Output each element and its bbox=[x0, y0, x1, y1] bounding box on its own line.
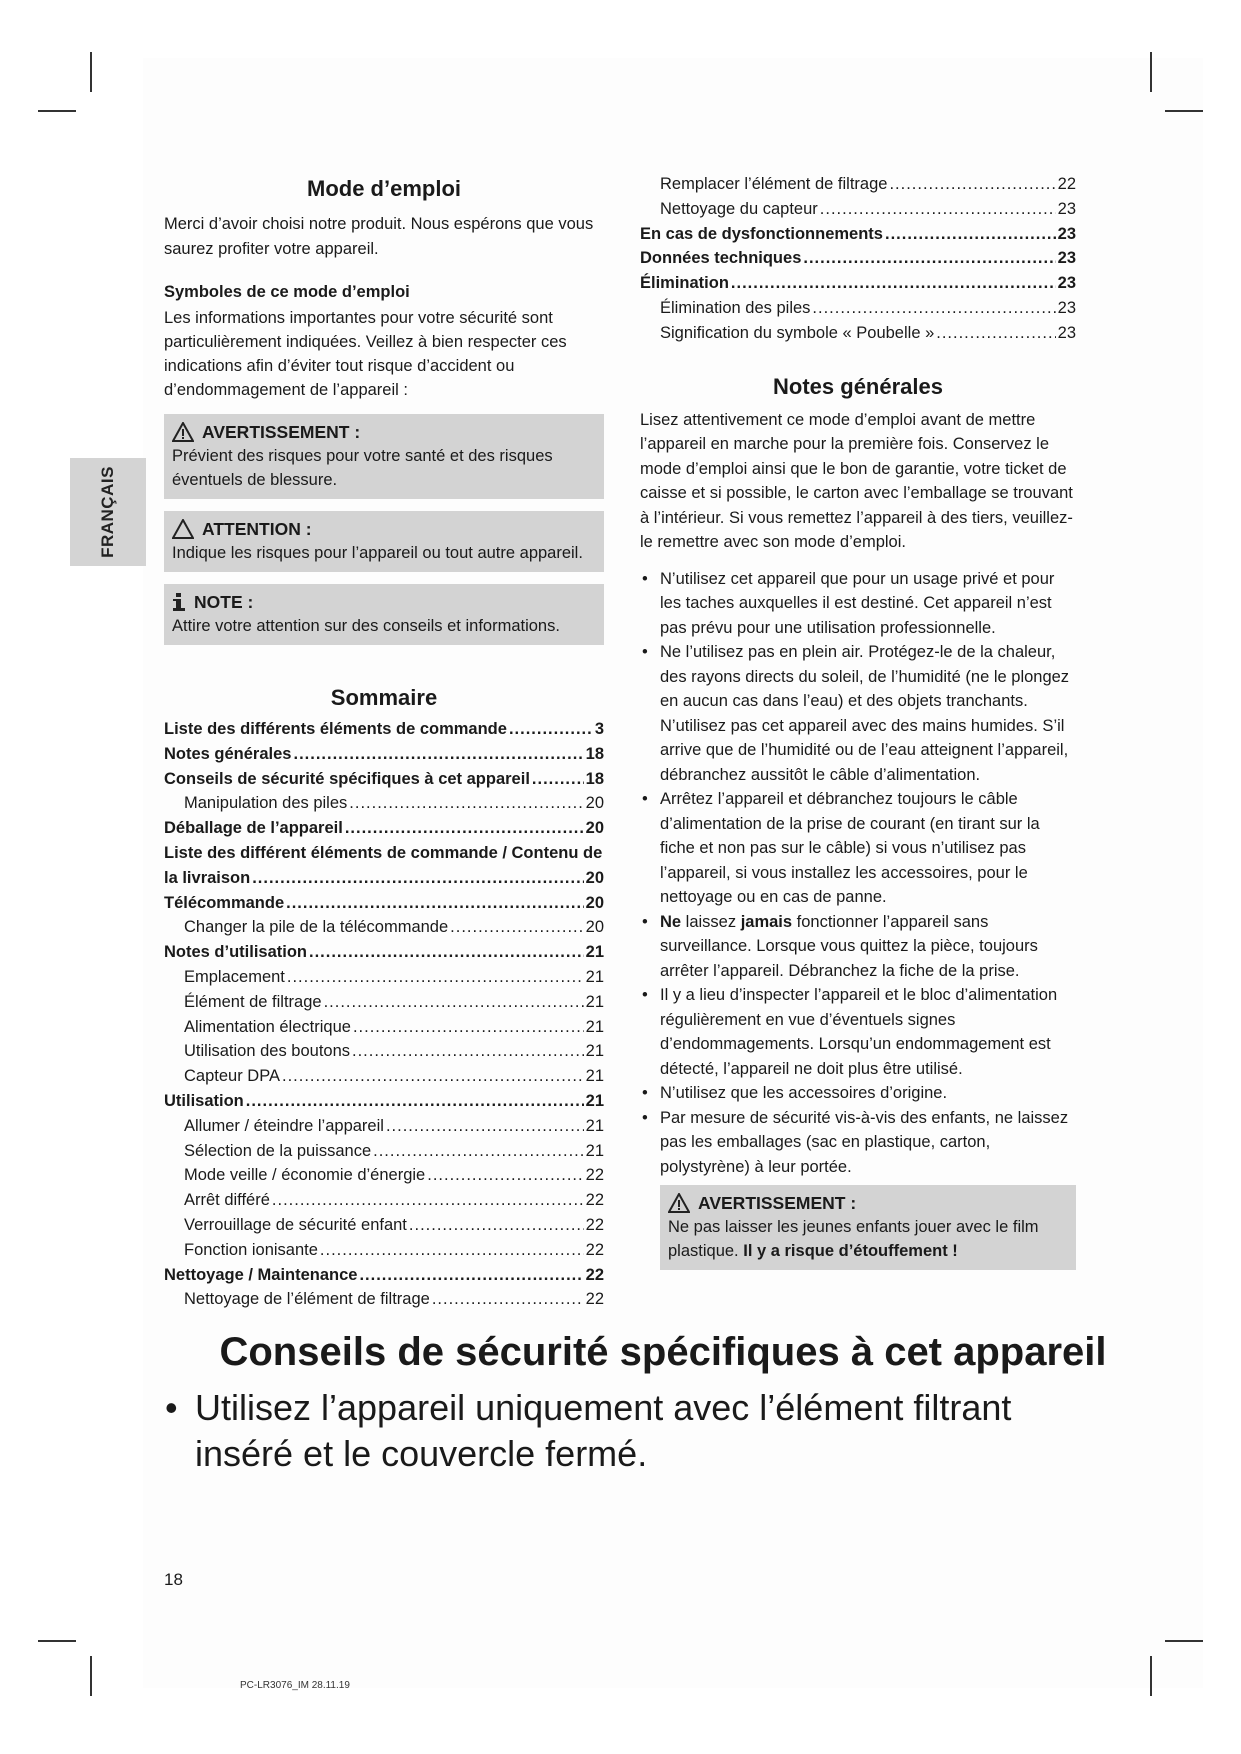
toc-entry-label: Mode veille / économie d’énergie bbox=[184, 1166, 426, 1185]
attention-title: ATTENTION : bbox=[202, 519, 312, 539]
warning-emphasis: Il y a risque d’étouffement ! bbox=[743, 1242, 958, 1261]
crop-mark bbox=[1150, 52, 1152, 92]
toc-entry-label: Nettoyage de l’élément de filtrage bbox=[184, 1290, 430, 1309]
toc-entry-label: Arrêt différé bbox=[184, 1191, 270, 1210]
toc-entry bbox=[164, 940, 604, 965]
toc-leader bbox=[293, 742, 583, 767]
toc-entry bbox=[164, 965, 604, 990]
toc-entry-label: Liste des différents éléments de commande bbox=[164, 720, 507, 738]
intro-text: Merci d’avoir choisi notre produit. Nous espérons que vous saurez profiter votre appareil. bbox=[164, 215, 594, 258]
toc-page-number: 23 bbox=[1057, 323, 1076, 342]
note-title: NOTE : bbox=[194, 592, 254, 612]
toc-page-number: 22 bbox=[585, 1240, 604, 1259]
notes-text: Lisez attentivement ce mode d’emploi avant de mettre l’appareil en marche pour la première fois. Conservez le mode d’emploi ainsi que le bon de garantie, votre ticket de caisse et si possible, le carton avec l’emballage se trouvant à l’intérieur. Si vous remettez l’appareil à des tiers, veuillez-le remettre avec son mode d’emploi. bbox=[640, 410, 1073, 552]
toc-leader bbox=[812, 296, 1055, 321]
toc-page-number: 18 bbox=[585, 769, 604, 788]
crop-mark bbox=[1165, 1640, 1203, 1642]
toc-page-number: 21 bbox=[585, 943, 604, 962]
note-text: Attire votre attention sur des conseils et informations. bbox=[172, 617, 560, 635]
toc-leader bbox=[803, 246, 1055, 271]
bullet-dot: • bbox=[165, 1387, 178, 1428]
toc-page-number: 20 bbox=[585, 819, 604, 838]
toc-page-number: 23 bbox=[1057, 298, 1076, 317]
toc-leader bbox=[889, 172, 1055, 197]
crop-mark bbox=[1150, 1656, 1152, 1696]
list-item: • Il y a lieu d’inspecter l’appareil et le bloc d’alimentation régulièrement en vue d’éventuels signes d’endommagements. Lorsqu’un endommagement est détecté, l’appareil ne doit plus être utilisé. bbox=[640, 983, 1076, 1081]
toc-leader bbox=[359, 1263, 583, 1288]
toc-leader bbox=[324, 990, 584, 1015]
toc-entry bbox=[164, 1015, 604, 1040]
attention-triangle-icon bbox=[172, 519, 194, 539]
toc-page-number: 23 bbox=[1057, 274, 1076, 293]
toc-leader bbox=[272, 1188, 584, 1213]
section-heading: Conseils de sécurité spécifiques à cet appareil bbox=[219, 1330, 1107, 1374]
toc-entry bbox=[640, 197, 1076, 222]
toc-page-number: 20 bbox=[585, 893, 604, 912]
list-item-part: laissez bbox=[681, 912, 741, 931]
toc-entry bbox=[164, 1163, 604, 1188]
list-item: • Ne l’utilisez pas en plein air. Protégez-le de la chaleur, des rayons directs du soleil, de l’humidité (ne le plongez en aucun cas dans l’eau) et des objets tranchants. N’utilisez pas cet appareil avec des mains humides. S’il arrive que de l’humidité ou de l’eau atteignent l’appareil, débranchez aussitôt le câble d’alimentation. bbox=[640, 640, 1076, 787]
toc-leader bbox=[286, 891, 584, 916]
print-code: PC-LR3076_IM 28.11.19 bbox=[240, 1680, 350, 1691]
toc-entry-label: Déballage de l’appareil bbox=[164, 819, 343, 838]
warning-triangle-icon bbox=[668, 1193, 690, 1213]
crop-mark bbox=[38, 1640, 76, 1642]
toc-leader bbox=[352, 1039, 584, 1064]
toc-title: Sommaire bbox=[330, 685, 438, 710]
toc-entry-label: Fonction ionisante bbox=[184, 1240, 318, 1259]
toc-entry bbox=[640, 246, 1076, 271]
toc-entry-label: Changer la pile de la télécommande bbox=[184, 918, 449, 937]
large-bullet bbox=[165, 1385, 1085, 1477]
toc-leader bbox=[885, 222, 1056, 247]
toc-page-number: 22 bbox=[585, 1215, 604, 1234]
toc-entry bbox=[640, 296, 1076, 321]
list-item-part: fonctionner l’appareil sans surveillance. Lorsque vous quittez la pièce, toujours arrêter l’appareil. Débranchez la fiche de la prise. bbox=[660, 912, 1038, 980]
list-item: • Par mesure de sécurité vis-à-vis des enfants, ne laissez pas les emballages (sac en plastique, carton, polystyrène) à leur portée. bbox=[640, 1106, 1076, 1180]
list-item: • Arrêtez l’appareil et débranchez toujours le câble d’alimentation de la prise de courant (en tirant sur la fiche et non pas sur le câble) si vous n’utilisez pas l’appareil, si vous installez les accessoires, pour le nettoyage ou en cas de panne. bbox=[640, 787, 1076, 910]
toc-page-number: 21 bbox=[585, 1091, 604, 1110]
toc-entry bbox=[164, 767, 604, 792]
toc-page-number: 21 bbox=[585, 992, 604, 1011]
toc-leader bbox=[427, 1163, 583, 1188]
toc-page-number: 18 bbox=[585, 744, 604, 763]
toc-entry-label: Conseils de sécurité spécifiques à cet appareil bbox=[164, 769, 530, 788]
list-item: • N’utilisez que les accessoires d’origine. bbox=[640, 1081, 1076, 1106]
toc-leader bbox=[353, 1015, 584, 1040]
emphasis-jamais: jamais bbox=[740, 912, 793, 931]
toc-entry bbox=[164, 990, 604, 1015]
toc-entry-label: Nettoyage / Maintenance bbox=[164, 1265, 358, 1284]
warning-text-wrap bbox=[668, 1215, 1068, 1263]
toc-entry bbox=[164, 1287, 604, 1312]
list-item bbox=[640, 910, 1076, 984]
safety-list bbox=[640, 567, 1076, 1180]
toc-leader bbox=[320, 1238, 584, 1263]
toc-page-number: 21 bbox=[585, 1017, 604, 1036]
toc-leader bbox=[386, 1114, 584, 1139]
page-number: 18 bbox=[164, 1570, 183, 1589]
list-item: • N’utilisez cet appareil que pour un usage privé et pour les taches auxquelles il est destiné. Cet appareil n’est pas prévu pour une utilisation professionnelle. bbox=[640, 567, 1076, 641]
toc-entry bbox=[164, 1064, 604, 1089]
toc-entry bbox=[164, 816, 604, 841]
toc-entry bbox=[164, 742, 604, 767]
symbols-heading: Symboles de ce mode d’emploi bbox=[164, 283, 410, 301]
warning-box bbox=[164, 414, 604, 499]
symbols-text: Les informations importantes pour votre sécurité sont particulièrement indiquées. Veillez à bien respecter ces indications afin d’éviter tout risque d’accident ou d’endommagement de l’appareil : bbox=[164, 309, 567, 399]
toc-entry-label: Nettoyage du capteur bbox=[660, 199, 818, 218]
table-of-contents-continued bbox=[640, 172, 1076, 346]
notes-title: Notes générales bbox=[773, 373, 943, 399]
toc-leader bbox=[936, 321, 1055, 346]
toc-entry-label: Télécommande bbox=[164, 893, 285, 912]
toc-entry-label: Élimination bbox=[640, 274, 729, 293]
toc-page-number: 21 bbox=[585, 967, 604, 986]
toc-page-number: 22 bbox=[1057, 175, 1076, 193]
toc-entry-label: Notes d’utilisation bbox=[164, 943, 308, 962]
toc-leader bbox=[432, 1287, 584, 1312]
attention-text: Indique les risques pour l’appareil ou tout autre appareil. bbox=[172, 544, 583, 562]
crop-mark bbox=[90, 52, 92, 92]
warning-triangle-icon bbox=[172, 422, 194, 442]
toc-entry-label: Signification du symbole « Poubelle » bbox=[660, 323, 935, 342]
toc-leader bbox=[373, 1139, 584, 1164]
toc-entry-label: Capteur DPA bbox=[184, 1067, 280, 1086]
toc-entry bbox=[640, 222, 1076, 247]
toc-leader bbox=[450, 915, 583, 940]
toc-leader bbox=[731, 271, 1056, 296]
left-column bbox=[164, 176, 604, 1312]
toc-leader bbox=[287, 965, 584, 990]
toc-leader bbox=[349, 791, 583, 816]
warning-text: Prévient des risques pour votre santé et des risques éventuels de blessure. bbox=[172, 447, 553, 489]
toc-page-number: 23 bbox=[1057, 249, 1076, 268]
toc-entry-label: Verrouillage de sécurité enfant bbox=[184, 1215, 407, 1234]
toc-entry-label: Élimination des piles bbox=[660, 298, 811, 317]
toc-entry-label: Utilisation des boutons bbox=[184, 1042, 351, 1061]
toc-leader bbox=[345, 816, 584, 841]
crop-mark bbox=[90, 1656, 92, 1696]
toc-entry-label: Allumer / éteindre l’appareil bbox=[184, 1116, 384, 1135]
toc-entry-label: la livraison bbox=[164, 868, 251, 887]
toc-entry-label: Sélection de la puissance bbox=[184, 1141, 372, 1160]
toc-page-number: 23 bbox=[1057, 224, 1076, 243]
toc-entry bbox=[640, 271, 1076, 296]
toc-page-number: 21 bbox=[585, 1116, 604, 1135]
toc-entry bbox=[164, 1114, 604, 1139]
crop-mark bbox=[38, 110, 76, 112]
toc-entry bbox=[640, 172, 1076, 197]
warning-text: Ne pas laisser les jeunes enfants jouer avec le film plastique. bbox=[668, 1218, 1039, 1261]
toc-entry bbox=[164, 866, 604, 891]
toc-page-number: 21 bbox=[585, 1067, 604, 1086]
toc-entry-label: Notes générales bbox=[164, 744, 292, 763]
manual-title: Mode d’emploi bbox=[307, 176, 461, 201]
attention-box bbox=[164, 511, 604, 572]
warning-box-plastic bbox=[660, 1185, 1076, 1270]
table-of-contents bbox=[164, 717, 604, 1312]
toc-page-number: 22 bbox=[585, 1166, 604, 1185]
toc-entry-label: Élément de filtrage bbox=[184, 992, 322, 1011]
large-bullet-text: Utilisez l’appareil uniquement avec l’élément filtrant inséré et le couvercle fermé. bbox=[195, 1387, 1012, 1474]
toc-entry bbox=[164, 717, 604, 742]
toc-page-number: 21 bbox=[585, 1042, 604, 1061]
toc-leader bbox=[532, 767, 584, 792]
toc-page-number: 23 bbox=[1057, 199, 1076, 218]
toc-entry bbox=[164, 891, 604, 916]
warning-title: AVERTISSEMENT : bbox=[698, 1193, 857, 1214]
toc-page-number: 3 bbox=[594, 720, 604, 738]
toc-entry-label: Emplacement bbox=[184, 967, 285, 986]
toc-entry-label: Remplacer l’élément de filtrage bbox=[660, 175, 888, 193]
toc-entry-label: Liste des différent éléments de commande / Contenu de bbox=[164, 843, 603, 862]
toc-leader bbox=[246, 1089, 584, 1114]
language-tab-label: FRANÇAIS bbox=[98, 466, 117, 558]
toc-page-number: 22 bbox=[585, 1290, 604, 1309]
toc-entry-label: Utilisation bbox=[164, 1091, 244, 1110]
toc-page-number: 20 bbox=[585, 794, 604, 813]
toc-entry bbox=[640, 321, 1076, 346]
toc-page-number: 22 bbox=[585, 1191, 604, 1210]
toc-entry bbox=[164, 915, 604, 940]
toc-entry bbox=[164, 1238, 604, 1263]
toc-entry-label: Données techniques bbox=[640, 249, 802, 268]
toc-entry bbox=[164, 1263, 604, 1288]
toc-leader bbox=[409, 1213, 584, 1238]
toc-entry bbox=[164, 1188, 604, 1213]
toc-entry-label: Manipulation des piles bbox=[184, 794, 348, 813]
toc-entry bbox=[164, 1139, 604, 1164]
toc-leader bbox=[309, 940, 584, 965]
info-icon bbox=[172, 593, 186, 611]
toc-entry-label: Alimentation électrique bbox=[184, 1017, 351, 1036]
toc-entry bbox=[164, 1213, 604, 1238]
toc-page-number: 21 bbox=[585, 1141, 604, 1160]
toc-entry bbox=[164, 791, 604, 816]
note-box bbox=[164, 584, 604, 645]
crop-mark bbox=[1165, 110, 1203, 112]
toc-leader bbox=[282, 1064, 584, 1089]
language-tab bbox=[70, 458, 146, 566]
toc-entry bbox=[164, 1089, 604, 1114]
warning-title: AVERTISSEMENT : bbox=[202, 422, 361, 442]
toc-entry bbox=[164, 1039, 604, 1064]
toc-leader bbox=[509, 717, 593, 742]
toc-page-number: 20 bbox=[585, 868, 604, 887]
toc-page-number: 22 bbox=[585, 1265, 604, 1284]
emphasis-ne: Ne bbox=[660, 912, 682, 931]
toc-entry bbox=[164, 841, 604, 866]
toc-page-number: 20 bbox=[585, 918, 604, 937]
toc-entry-label: En cas de dysfonctionnements bbox=[640, 224, 883, 243]
toc-leader bbox=[820, 197, 1056, 222]
toc-leader bbox=[252, 866, 583, 891]
right-column bbox=[640, 176, 1076, 1270]
